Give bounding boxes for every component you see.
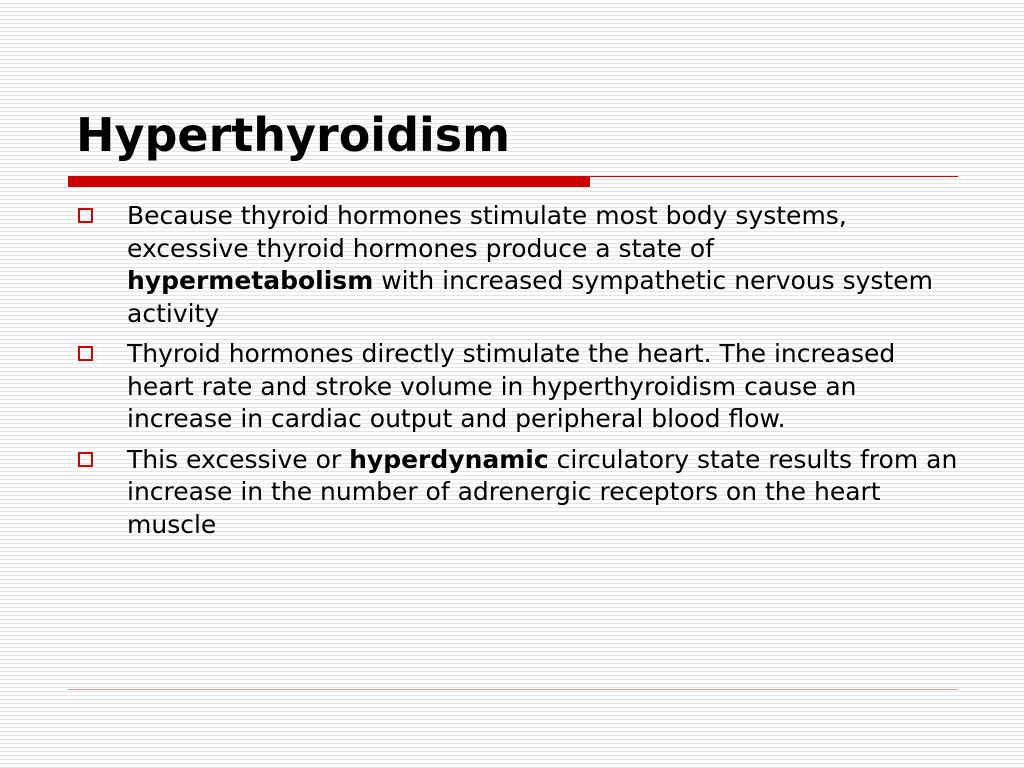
title-underline-thin — [590, 176, 958, 177]
bullet-text — [127, 201, 933, 328]
bullet-item — [78, 338, 958, 436]
bullet-text-segment: Thyroid hormones directly stimulate the heart. The increased heart rate and stroke volume in hyperthyroidism cause an increase in cardiac output and peripheral blood flow. — [127, 339, 896, 433]
bullet-item — [78, 444, 958, 542]
bullet-text — [127, 445, 957, 539]
bullet-text-segment: with increased sympathetic nervous system activity — [127, 266, 933, 328]
bullet-text-segment: This excessive or — [127, 444, 350, 474]
hollow-square-icon — [78, 452, 93, 467]
title-underline-thick — [68, 176, 590, 187]
bullet-text-emphasis: hyperdynamic — [349, 444, 549, 474]
hollow-square-icon — [78, 346, 93, 361]
hollow-square-icon — [78, 208, 93, 223]
bullet-item — [78, 200, 958, 330]
footer-rule — [68, 689, 958, 690]
bullet-text-emphasis: hypermetabolism — [127, 266, 374, 295]
bullet-list — [78, 200, 958, 549]
bullet-text-segment: circulatory state results from an increase in the number of adrenergic receptors on the heart muscle — [127, 444, 958, 539]
slide-title: Hyperthyroidism — [76, 108, 511, 162]
bullet-text — [127, 339, 895, 433]
bullet-text-segment: Because thyroid hormones stimulate most body systems, excessive thyroid hormones produce a state of — [127, 201, 847, 263]
